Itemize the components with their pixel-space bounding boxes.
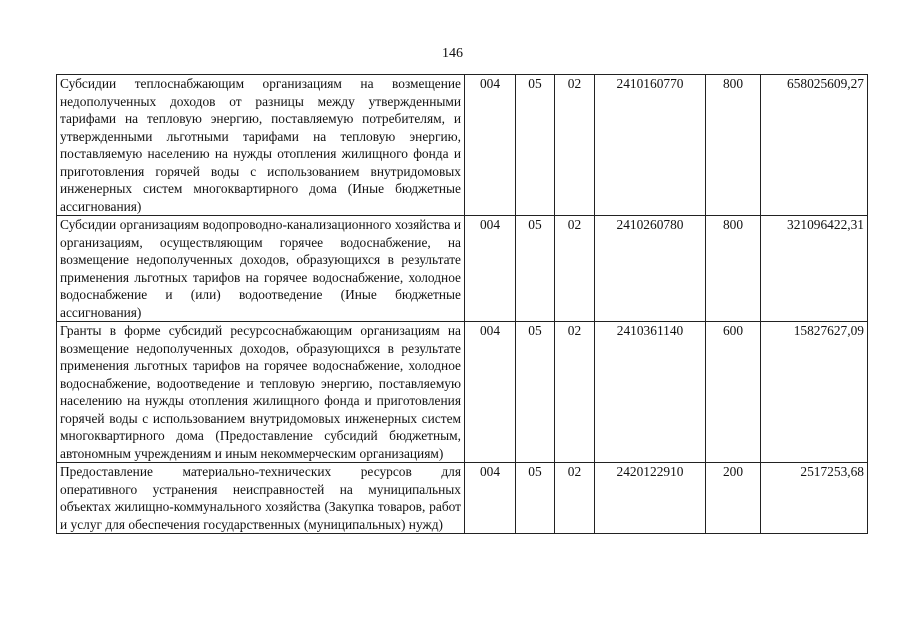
row-subsection-code: 02 xyxy=(555,216,595,322)
table-row xyxy=(57,463,868,534)
row-subsection-code: 02 xyxy=(555,463,595,534)
row-amount: 321096422,31 xyxy=(761,216,868,322)
row-amount: 658025609,27 xyxy=(761,75,868,216)
row-target-article: 2410361140 xyxy=(595,322,706,463)
table-row xyxy=(57,216,868,322)
row-target-article: 2410160770 xyxy=(595,75,706,216)
row-ministry-code: 004 xyxy=(465,463,516,534)
row-description: Субсидии теплоснабжающим организациям на возмещение недополученных доходов от разницы между утвержденными тарифами на тепловую энергию, поставляемую потребителям, и утвержденными льготными тарифами на тепловую энергию, поставляемую населению на нужды отопления жилищного фонда и приготовления горячей воды с использованием внутридомовых инженерных систем многоквартирного дома (Иные бюджетные ассигнования) xyxy=(57,75,465,216)
row-target-article: 2410260780 xyxy=(595,216,706,322)
row-description: Предоставление материально-технических ресурсов для оперативного устранения неисправностей на муниципальных объектах жилищно-коммунального хозяйства (Закупка товаров, работ и услуг для обеспечения государственных (муниципальных) нужд) xyxy=(57,463,465,534)
table-body xyxy=(57,75,868,534)
row-ministry-code: 004 xyxy=(465,75,516,216)
row-ministry-code: 004 xyxy=(465,322,516,463)
row-ministry-code: 004 xyxy=(465,216,516,322)
row-expense-type: 800 xyxy=(706,75,761,216)
page-number: 146 xyxy=(442,46,463,61)
row-section-code: 05 xyxy=(516,216,555,322)
row-amount: 15827627,09 xyxy=(761,322,868,463)
table-row xyxy=(57,322,868,463)
row-description: Гранты в форме субсидий ресурсоснабжающим организациям на возмещение недополученных доходов, образующихся в результате применения льготных тарифов на горячее водоснабжение, холодное водоснабжение, водоотведение и тепловую энергию, поставляемую населению на нужды отопления жилищного фонда и приготовления горячей воды с использованием внутридомовых инженерных систем многоквартирного дома (Предоставление субсидий бюджетным, автономным учреждениям и иным некоммерческим организациям) xyxy=(57,322,465,463)
row-section-code: 05 xyxy=(516,75,555,216)
row-subsection-code: 02 xyxy=(555,75,595,216)
row-target-article: 2420122910 xyxy=(595,463,706,534)
row-amount: 2517253,68 xyxy=(761,463,868,534)
table-row xyxy=(57,75,868,216)
row-section-code: 05 xyxy=(516,322,555,463)
row-expense-type: 200 xyxy=(706,463,761,534)
row-section-code: 05 xyxy=(516,463,555,534)
row-expense-type: 600 xyxy=(706,322,761,463)
row-description: Субсидии организациям водопроводно-канализационного хозяйства и организациям, осуществляющим горячее водоснабжение, на возмещение недополученных доходов, образующихся в результате применения льготных тарифов на горячее водоснабжение, холодное водоснабжение и (или) водоотведение (Иные бюджетные ассигнования) xyxy=(57,216,465,322)
row-expense-type: 800 xyxy=(706,216,761,322)
budget-table xyxy=(56,74,868,534)
row-subsection-code: 02 xyxy=(555,322,595,463)
